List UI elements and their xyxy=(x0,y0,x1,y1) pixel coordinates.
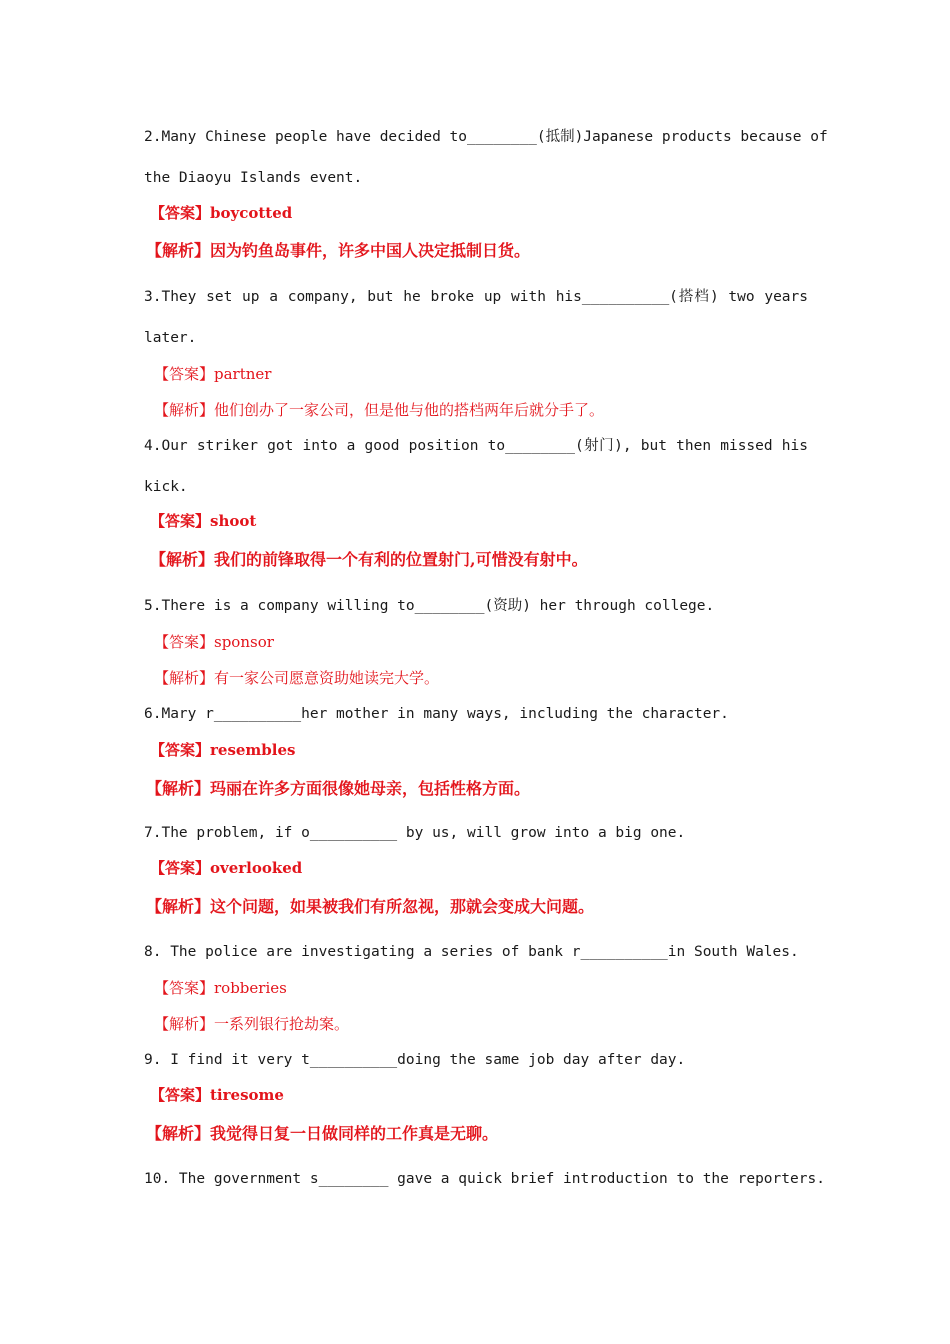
question-2-line-2: the Diaoyu Islands event. xyxy=(144,170,363,186)
question-6-line-1: 6.Mary r__________her mother in many ways, including the character. xyxy=(144,706,729,722)
question-7-answer: 【答案】overlooked xyxy=(150,859,303,877)
question-5-explanation: 【解析】有一家公司愿意资助她读完大学。 xyxy=(154,669,440,687)
question-3-answer: 【答案】partner xyxy=(154,365,272,383)
question-10-line-1: 10. The government s________ gave a quick brief introduction to the reporters. xyxy=(144,1171,825,1187)
question-5-line-1: 5.There is a company willing to________(资助) her through college. xyxy=(144,598,715,614)
question-3-line-2: later. xyxy=(144,330,197,346)
question-9-answer: 【答案】tiresome xyxy=(150,1086,284,1104)
question-4-line-1: 4.Our striker got into a good position to________(射门), but then missed his xyxy=(144,438,808,454)
question-4-answer: 【答案】shoot xyxy=(150,512,257,530)
question-4-line-2: kick. xyxy=(144,479,188,495)
question-3-line-1: 3.They set up a company, but he broke up with his__________(搭档) two years xyxy=(144,289,808,305)
question-2-line-1: 2.Many Chinese people have decided to________(抵制)Japanese products because of xyxy=(144,129,828,145)
question-2-explanation: 【解析】因为钓鱼岛事件，许多中国人决定抵制日货。 xyxy=(146,241,531,260)
question-8-line-1: 8. The police are investigating a series of bank r__________in South Wales. xyxy=(144,944,799,960)
question-7-line-1: 7.The problem, if o__________ by us, will grow into a big one. xyxy=(144,825,686,841)
question-8-explanation: 【解析】一系列银行抢劫案。 xyxy=(154,1015,350,1033)
question-6-answer: 【答案】resembles xyxy=(150,741,296,759)
question-9-explanation: 【解析】我觉得日复一日做同样的工作真是无聊。 xyxy=(146,1124,499,1143)
question-6-explanation: 【解析】玛丽在许多方面很像她母亲，包括性格方面。 xyxy=(146,779,531,798)
question-8-answer: 【答案】robberies xyxy=(154,979,287,997)
question-9-line-1: 9. I find it very t__________doing the same job day after day. xyxy=(144,1052,686,1068)
question-7-explanation: 【解析】这个问题，如果被我们有所忽视，那就会变成大问题。 xyxy=(146,897,595,916)
question-3-explanation: 【解析】他们创办了一家公司，但是他与他的搭档两年后就分手了。 xyxy=(154,401,605,419)
question-4-explanation: 【解析】我们的前锋取得一个有利的位置射门,可惜没有射中。 xyxy=(150,550,588,569)
question-5-answer: 【答案】sponsor xyxy=(154,633,274,651)
question-2-answer: 【答案】boycotted xyxy=(150,204,293,222)
